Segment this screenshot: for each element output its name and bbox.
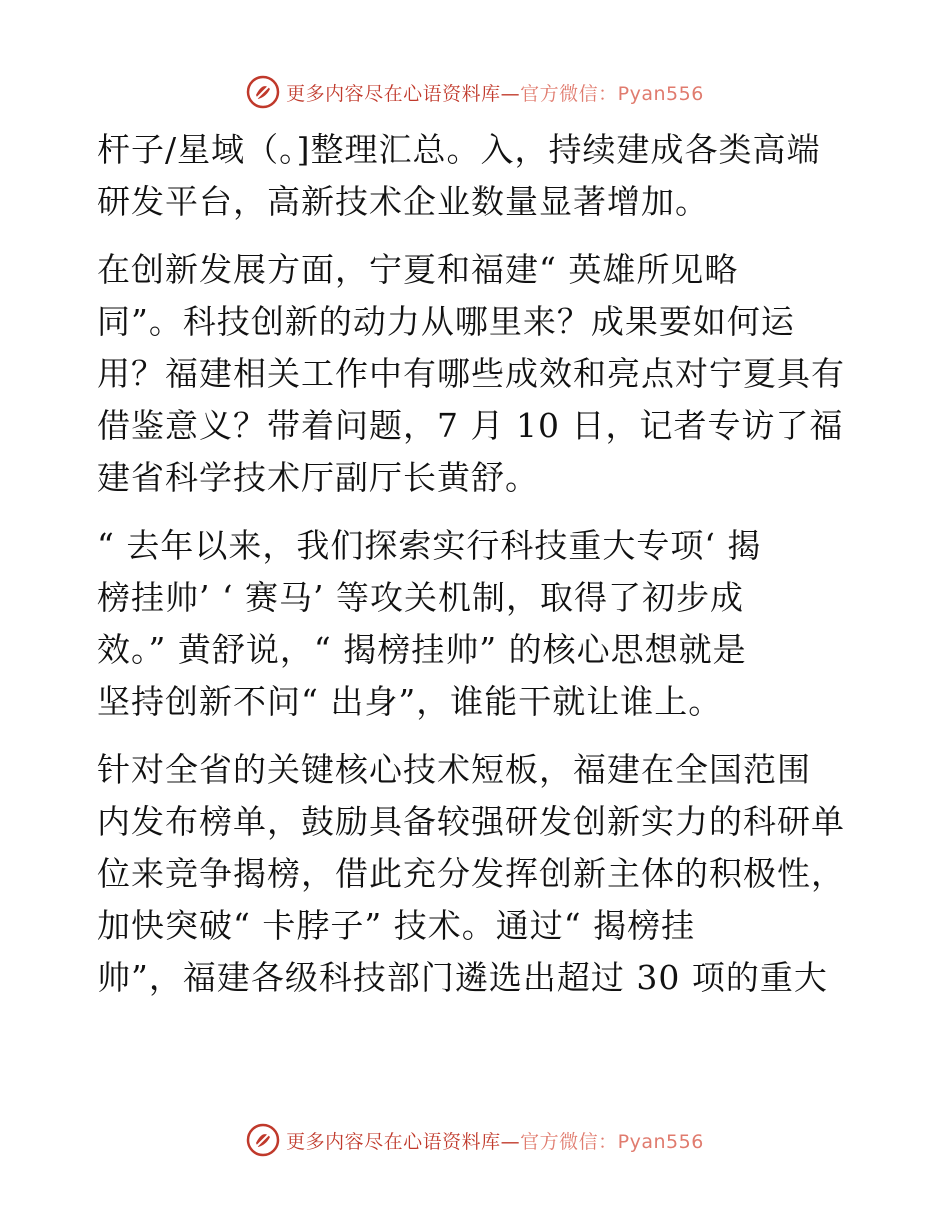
text-line: 借鉴意义？带着问题，7 月 10 日，记者专访了福 (97, 406, 844, 445)
header-wechat: 官方微信：Pyan556 (520, 82, 704, 105)
heart-pen-logo-icon (246, 75, 280, 109)
text-line: 内发布榜单，鼓励具备较强研发创新实力的科研单 (97, 802, 845, 841)
footer-brand-text (286, 1127, 704, 1154)
paragraph (97, 744, 857, 1004)
page-header (0, 72, 950, 112)
text-line: 加快突破“ 卡脖子” 技术。通过“ 揭榜挂 (97, 906, 696, 945)
page-footer (0, 1120, 950, 1160)
footer-brand: 更多内容尽在心语资料库 (286, 1130, 501, 1153)
text-line: 建省科学技术厅副厅长黄舒。 (97, 458, 539, 497)
text-line: 榜挂帅’ ‘ 赛马’ 等攻关机制，取得了初步成 (97, 578, 744, 617)
footer-separator: — (500, 1130, 521, 1153)
text-line: 帅”，福建各级科技部门遴选出超过 30 项的重大 (97, 958, 828, 997)
paragraph (97, 124, 857, 228)
header-brand: 更多内容尽在心语资料库 (286, 82, 501, 105)
paragraph (97, 520, 857, 728)
footer-wechat: 官方微信：Pyan556 (520, 1130, 704, 1153)
header-separator: — (500, 82, 521, 105)
text-line: 杆子/星域（。]整理汇总。入，持续建成各类高端 (97, 130, 821, 169)
heart-pen-logo-icon (246, 1123, 280, 1157)
text-line: 坚持创新不问“ 出身”，谁能干就让谁上。 (97, 682, 723, 721)
text-line: 效。” 黄舒说，“ 揭榜挂帅” 的核心思想就是 (97, 630, 747, 669)
text-line: 在创新发展方面，宁夏和福建“ 英雄所见略 (97, 250, 739, 289)
header-brand-text (286, 79, 704, 106)
text-line: 研发平台，高新技术企业数量显著增加。 (97, 182, 709, 221)
paragraph (97, 244, 857, 504)
text-line: 位来竞争揭榜，借此充分发挥创新主体的积极性， (97, 854, 845, 893)
text-line: 用？福建相关工作中有哪些成效和亮点对宁夏具有 (97, 354, 845, 393)
document-body (97, 124, 857, 1020)
text-line: 针对全省的关键核心技术短板，福建在全国范围 (97, 750, 811, 789)
text-line: 同”。科技创新的动力从哪里来？成果要如何运 (97, 302, 795, 341)
text-line: “ 去年以来，我们探索实行科技重大专项‘ 揭 (97, 526, 762, 565)
